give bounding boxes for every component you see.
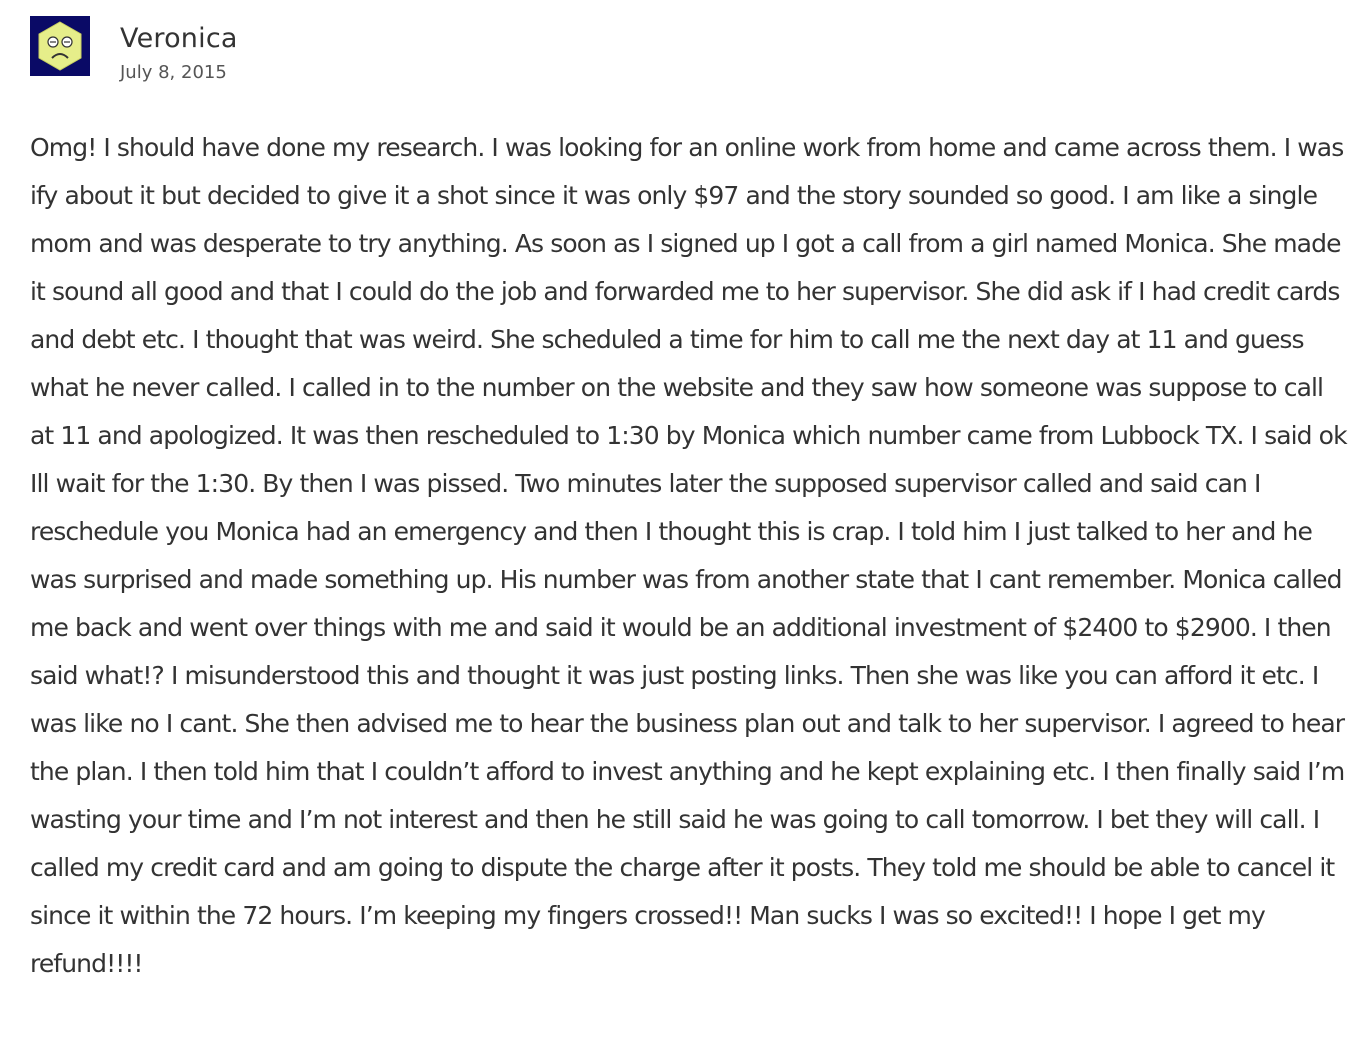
comment-date: July 8, 2015: [120, 62, 227, 83]
author-name[interactable]: Veronica: [120, 23, 238, 54]
comment-header: [30, 16, 1348, 106]
sad-hexagon-face-icon: [30, 16, 90, 76]
avatar[interactable]: [30, 16, 90, 76]
comment: [30, 16, 1348, 978]
author-block: [120, 16, 238, 86]
comment-body: Omg! I should have done my research. I was looking for an online work from home and came across them. I was ify about it but decided to give it a shot since it was only $97 and the story sounded so good. I am like a single mom and was desperate to try anything. As soon as I signed up I got a call from a girl named Monica. She made it sound all good and that I could do the job and forwarded me to her supervisor. She did ask if I had credit cards and debt etc. I thought that was weird. She scheduled a time for him to call me the next day at 11 and guess what he never called. I called in to the number on the website and they saw how someone was suppose to call at 11 and apologized. It was then rescheduled to 1:30 by Monica which number came from Lubbock TX. I said ok Ill wait for the 1:30. By then I was pissed. Two minutes later the supposed supervisor called and said can I reschedule you Monica had an emergency and then I thought this is crap. I told him I just talked to her and he was surprised and made something up. His number was from another state that I cant remember. Monica called me back and went over things with me and said it would be an additional investment of $2400 to $2900. I then said what!? I misunderstood this and thought it was just posting links. Then she was like you can afford it etc. I was like no I cant. She then advised me to hear the business plan out and talk to her supervisor. I agreed to hear the plan. I then told him that I couldn’t afford to invest anything and he kept explaining etc. I then finally said I’m wasting your time and I’m not interest and then he still said he was going to call tomorrow. I bet they will call. I called my credit card and am going to dispute the charge after it posts. They told me should be able to cancel it since it within the 72 hours. I’m keeping my fingers crossed!! Man sucks I was so excited!! I hope I get my refund!!!!: [30, 133, 1347, 978]
